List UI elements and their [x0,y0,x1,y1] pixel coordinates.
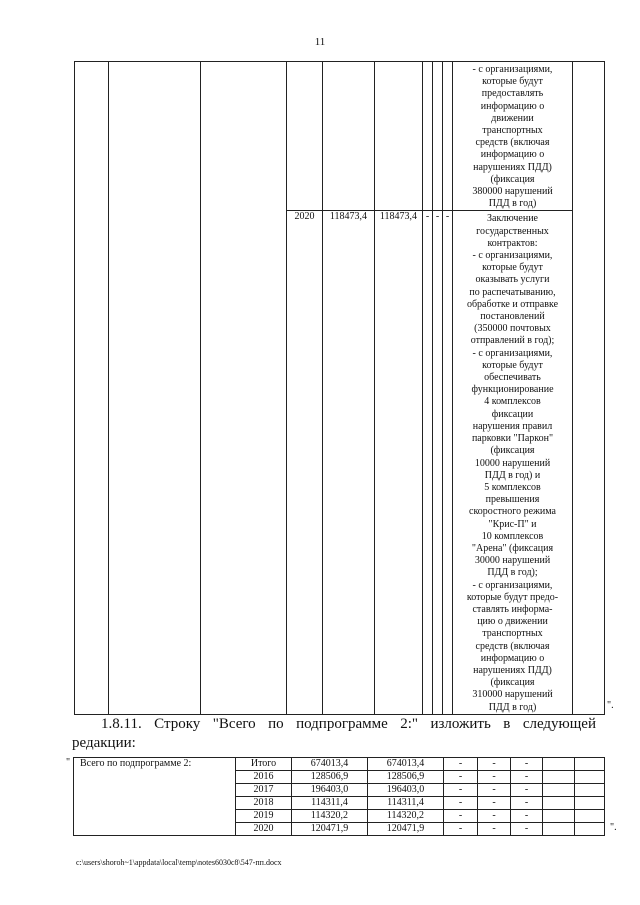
description-line: ставлять информа- [472,603,553,615]
description-line: нарушениях ПДД) [473,664,552,676]
description-line: "Крис-П" и [488,518,537,530]
dash-cell: - [423,211,433,714]
subprogram-total-table [73,757,605,836]
value-cell: - [478,771,511,784]
value-cell: - [511,823,543,836]
empty-cell [575,810,605,823]
description-line: 10 комплексов [481,530,544,542]
description-line: "Арена" (фиксация [471,542,554,554]
value-cell: - [444,771,478,784]
value-cell: - [511,758,543,771]
value-cell: - [478,823,511,836]
description-line: (фиксация [490,445,535,457]
value-cell: - [511,784,543,797]
amendment-paragraph: 1.8.11. Строку "Всего по подпрограмме 2:" изложить в следующей [101,716,596,732]
empty-cell [575,823,605,836]
amendment-paragraph-cont: редакции: [72,735,136,751]
value-cell: - [444,797,478,810]
description-line: информацию о [480,149,545,161]
description-line: Заключение [487,213,538,225]
value-cell: 114320,2 [292,810,368,823]
description-line: государственных [476,225,549,237]
description-line: средств (включая [475,640,550,652]
page-number: 11 [314,36,326,48]
program-table-continuation [74,61,605,715]
description-line: информацию о [480,100,545,112]
year-cell: Итого [236,758,292,771]
description-line: постановлений [480,311,545,323]
empty-cell [543,784,575,797]
value-cell: 114320,2 [368,810,444,823]
description-line: цию о движении [477,616,548,628]
description-line: 310000 нарушений [472,689,553,701]
value-cell: 128506,9 [292,771,368,784]
empty-cell [543,758,575,771]
value-cell: - [478,758,511,771]
value-cell: 196403,0 [292,784,368,797]
year-cell: 2020 [287,211,323,714]
empty-cell [543,797,575,810]
value-cell: 196403,0 [368,784,444,797]
description-line: транспортных [482,125,543,137]
table-row [75,62,605,211]
description-line: 10000 нарушений [474,457,551,469]
description-line: парковки "Паркон" [471,433,554,445]
description-line: нарушения правил [472,420,553,432]
description-line: которые будут [482,76,543,88]
description-line: обработке и отправке [466,298,559,310]
value-cell: - [444,758,478,771]
description-line: средств (включая [475,137,550,149]
description-line: ПДД в год) [488,701,537,713]
empty-cell [575,758,605,771]
subprogram-label: Всего по подпрограмме 2: [74,758,236,836]
file-path-footer: c:\users\shoroh~1\appdata\local\temp\notes6030c8\547-пп.docx [76,858,282,867]
description-line: 380000 нарушений [472,186,553,198]
description-line: 4 комплексов [484,396,541,408]
value-cell: 114311,4 [368,797,444,810]
description-line: нарушениях ПДД) [473,161,552,173]
empty-cell [575,771,605,784]
description-line: контрактов: [487,237,538,249]
empty-cell [543,823,575,836]
value-cell: 114311,4 [292,797,368,810]
total-cell: 118473,4 [323,211,375,714]
description-line: по распечатыванию, [469,286,556,298]
description-line: (фиксация [490,173,535,185]
description-line: - с организациями, [472,579,553,591]
description-line: информацию о [480,652,545,664]
value-cell: 120471,9 [292,823,368,836]
description-line: превышения [485,494,540,506]
measure-description [453,211,573,714]
description-line: ПДД в год) [488,198,537,210]
description-line: фиксации [491,408,534,420]
value-cell: - [511,810,543,823]
dash-cell: - [433,211,443,714]
description-line: предоставлять [481,88,544,100]
description-line: обеспечивать [484,372,541,384]
empty-cell [543,810,575,823]
year-cell: 2016 [236,771,292,784]
description-line: 30000 нарушений [474,555,551,567]
description-line: отправлений в год); [470,335,555,347]
description-line: оказывать услуги [475,274,550,286]
value-cell: - [478,784,511,797]
description-line: ПДД в год) и [484,469,541,481]
description-line: функционирование [471,384,554,396]
description-line: которые будут предо- [466,591,559,603]
measure-description [453,62,573,211]
value-cell: 674013,4 [368,758,444,771]
description-line: (фиксация [490,677,535,689]
value-cell: - [511,797,543,810]
description-line: ПДД в год); [487,567,538,579]
year-cell: 2020 [236,823,292,836]
value-cell: - [444,784,478,797]
description-line: - с организациями, [472,347,553,359]
empty-cell [543,771,575,784]
year-cell: 2018 [236,797,292,810]
empty-cell [575,784,605,797]
description-line: - с организациями, [472,64,553,75]
description-line: которые будут [482,262,543,274]
value-cell: - [511,771,543,784]
dash-cell: - [443,211,453,714]
description-line: движении [491,112,534,124]
table-row [74,758,605,771]
closing-quote: ". [607,700,614,711]
empty-cell [575,797,605,810]
description-line: - с организациями, [472,250,553,262]
value-cell: 674013,4 [292,758,368,771]
budget-cell: 118473,4 [375,211,423,714]
description-line: (350000 почтовых [474,323,551,335]
description-line: скоростного режима [469,506,556,518]
value-cell: 120471,9 [368,823,444,836]
year-cell: 2017 [236,784,292,797]
closing-quote: ". [610,822,617,833]
opening-quote: " [66,757,71,768]
description-line: 5 комплексов [484,481,541,493]
year-cell: 2019 [236,810,292,823]
description-line: которые будут [482,359,543,371]
value-cell: - [478,797,511,810]
value-cell: 128506,9 [368,771,444,784]
value-cell: - [444,810,478,823]
value-cell: - [478,810,511,823]
description-line: транспортных [482,628,543,640]
value-cell: - [444,823,478,836]
